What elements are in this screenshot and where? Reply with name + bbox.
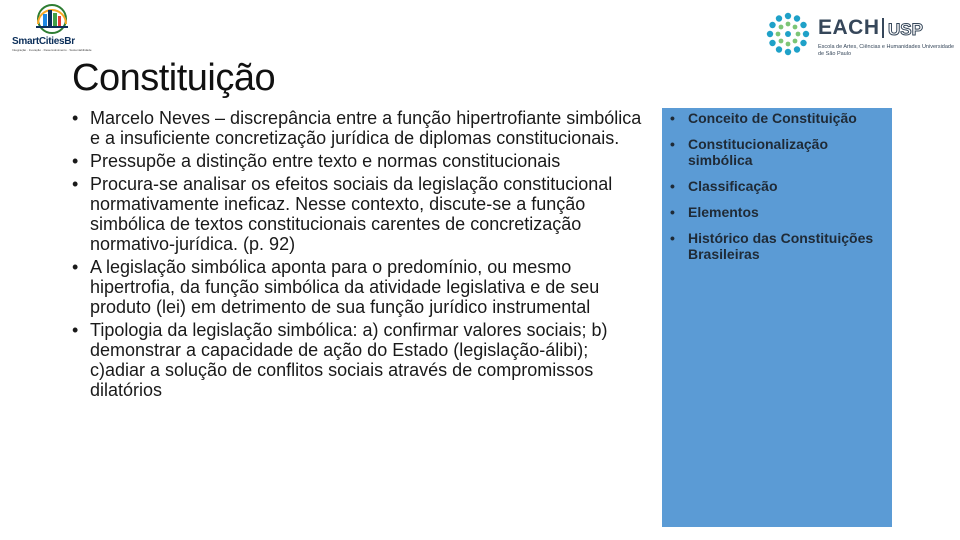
bullet-marker: • [670,178,675,194]
city-skyline-icon [32,4,72,34]
each-subtitle: Escola de Artes, Ciências e Humanidades Universidade de São Paulo [818,44,955,57]
list-item [72,320,642,400]
bullet-marker: • [670,110,675,126]
topic-item [670,136,886,168]
usp-wordmark [882,16,924,40]
each-usp-logo [764,8,954,64]
bullet-text: Pressupõe a distinção entre texto e normas constitucionais [90,151,561,171]
topic-text: Elementos [688,204,759,220]
bullet-marker: • [72,320,79,340]
svg-text:USP: USP [888,20,923,39]
each-emblem-icon [764,10,812,58]
smartcities-wordmark: SmartCitiesBr [12,36,75,47]
bullet-marker: • [670,204,675,220]
bullet-marker: • [670,230,675,246]
list-item [72,108,642,148]
topic-text: Conceito de Constituição [688,110,857,126]
slide-title: Constituição [72,57,276,99]
bullet-marker: • [670,136,675,152]
topic-item [670,110,886,126]
topic-item [670,230,886,262]
bullet-text: Procura-se analisar os efeitos sociais da legislação constitucional normativamente ineficaz. Nesse contexto, discute-se a função simbólica de textos constitucionais carentes de concretização normativo-jurídica. (p. 92) [90,174,613,254]
bullet-marker: • [72,151,79,171]
topic-item [670,204,886,220]
topic-text: Histórico das Constituições Brasileiras [688,230,874,262]
bullet-marker: • [72,174,79,194]
topic-item [670,178,886,194]
topics-side-panel [662,108,892,527]
bullet-marker: • [72,108,79,128]
bullet-text: Marcelo Neves – discrepância entre a função hipertrofiante simbólica e a insuficiente concretização jurídica de diplomas constitucionais. [90,108,642,148]
list-item [72,174,642,254]
topic-text: Classificação [688,178,778,194]
smartcities-logo [10,4,92,52]
bullet-text: A legislação simbólica aponta para o predomínio, ou mesmo hipertrofia, da função simbólica da atividade legislativa e de seu produto (lei) em detrimento de sua função jurídico instrumental [90,257,600,317]
smartcities-tagline: Integração · Inovação · Desenvolvimento · Sustentabilidade [12,48,92,52]
bullet-text: Tipologia da legislação simbólica: a) confirmar valores sociais; b) demonstrar a capacidade de ação do Estado (legislação-álibi); c)adiar a solução de conflitos sociais através de compromissos dilatórios [90,320,608,400]
each-wordmark: EACH [818,16,880,39]
bullet-marker: • [72,257,79,277]
list-item [72,151,642,171]
list-item [72,257,642,317]
topic-text: Constitucionalização simbólica [688,136,829,168]
main-bullet-list [72,108,642,403]
topics-list [662,108,892,262]
